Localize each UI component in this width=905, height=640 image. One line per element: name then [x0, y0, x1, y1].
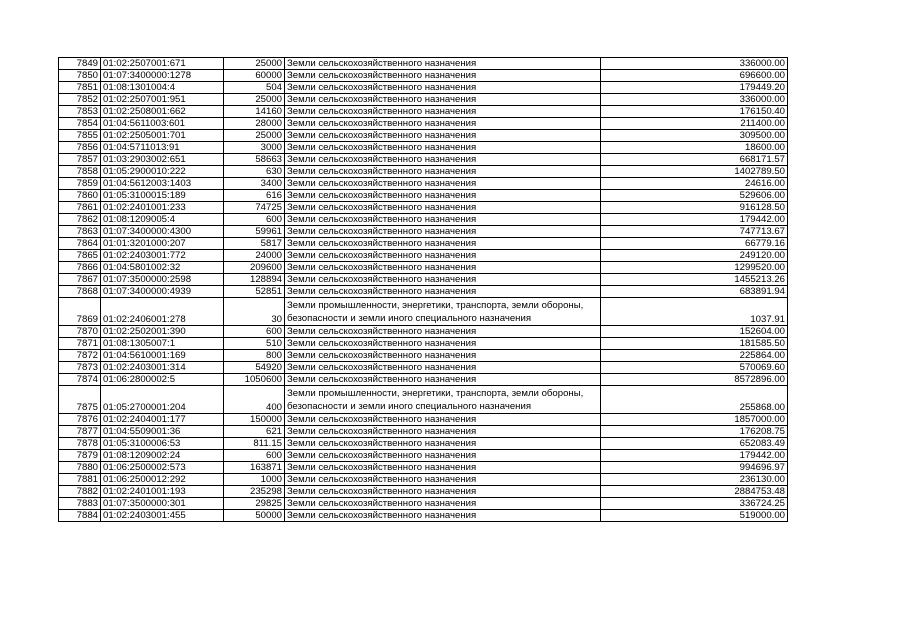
table-row — [59, 438, 788, 450]
cadastral-value-cell: 8572896.00 — [601, 374, 788, 386]
land-category-cell: Земли сельскохозяйственного назначения — [285, 498, 601, 510]
cadastral-number-cell: 01:05:3100006:53 — [101, 438, 224, 450]
area-cell: 52851 — [224, 286, 285, 298]
area-cell: 25000 — [224, 130, 285, 142]
cadastral-value-cell: 255868.00 — [601, 386, 788, 414]
cadastral-value-cell: 176208.75 — [601, 426, 788, 438]
area-cell: 163871 — [224, 462, 285, 474]
cadastral-number-cell: 01:01:3201000:207 — [101, 238, 224, 250]
cadastral-value-cell: 336000.00 — [601, 94, 788, 106]
area-cell: 1050600 — [224, 374, 285, 386]
cadastral-value-cell: 570069.60 — [601, 362, 788, 374]
cadastral-number-cell: 01:04:5711013:91 — [101, 142, 224, 154]
cadastral-number-cell: 01:04:5509001:36 — [101, 426, 224, 438]
land-category-cell: Земли сельскохозяйственного назначения — [285, 326, 601, 338]
row-number-cell: 7862 — [59, 214, 101, 226]
land-category-cell: Земли сельскохозяйственного назначения — [285, 130, 601, 142]
table-row — [59, 106, 788, 118]
land-category-cell: Земли сельскохозяйственного назначения — [285, 214, 601, 226]
land-category-cell: Земли сельскохозяйственного назначения — [285, 414, 601, 426]
land-category-cell: Земли сельскохозяйственного назначения — [285, 474, 601, 486]
table-row — [59, 414, 788, 426]
cadastral-number-cell: 01:02:2404001:177 — [101, 414, 224, 426]
land-category-cell: Земли сельскохозяйственного назначения — [285, 486, 601, 498]
cadastral-number-cell: 01:02:2505001:701 — [101, 130, 224, 142]
cadastral-value-cell: 683891.94 — [601, 286, 788, 298]
cadastral-value-cell: 179449.20 — [601, 82, 788, 94]
area-cell: 630 — [224, 166, 285, 178]
cadastral-value-cell: 652083.49 — [601, 438, 788, 450]
row-number-cell: 7873 — [59, 362, 101, 374]
land-category-cell: Земли сельскохозяйственного назначения — [285, 374, 601, 386]
land-category-cell: Земли сельскохозяйственного назначения — [285, 166, 601, 178]
cadastral-number-cell: 01:04:5611003:601 — [101, 118, 224, 130]
table-row — [59, 82, 788, 94]
row-number-cell: 7858 — [59, 166, 101, 178]
cadastral-number-cell: 01:07:3500000:2598 — [101, 274, 224, 286]
row-number-cell: 7864 — [59, 238, 101, 250]
area-cell: 24000 — [224, 250, 285, 262]
land-category-cell: Земли сельскохозяйственного назначения — [285, 70, 601, 82]
row-number-cell: 7878 — [59, 438, 101, 450]
cadastral-value-cell: 1857000.00 — [601, 414, 788, 426]
table-row — [59, 362, 788, 374]
cadastral-number-cell: 01:08:1305007:1 — [101, 338, 224, 350]
cadastral-value-cell: 529606.00 — [601, 190, 788, 202]
cadastral-number-cell: 01:04:5610001:169 — [101, 350, 224, 362]
table-row — [59, 338, 788, 350]
cadastral-value-cell: 519000.00 — [601, 510, 788, 522]
table-row — [59, 474, 788, 486]
cadastral-number-cell: 01:02:2507001:951 — [101, 94, 224, 106]
row-number-cell: 7879 — [59, 450, 101, 462]
cadastral-number-cell: 01:07:3400000:1278 — [101, 70, 224, 82]
area-cell: 60000 — [224, 70, 285, 82]
row-number-cell: 7874 — [59, 374, 101, 386]
row-number-cell: 7869 — [59, 298, 101, 326]
row-number-cell: 7856 — [59, 142, 101, 154]
table-row — [59, 226, 788, 238]
area-cell: 504 — [224, 82, 285, 94]
row-number-cell: 7870 — [59, 326, 101, 338]
table-row — [59, 154, 788, 166]
land-category-cell: Земли сельскохозяйственного назначения — [285, 338, 601, 350]
cadastral-value-cell: 696600.00 — [601, 70, 788, 82]
table-row — [59, 510, 788, 522]
land-category-cell: Земли сельскохозяйственного назначения — [285, 178, 601, 190]
cadastral-number-cell: 01:04:5801002:32 — [101, 262, 224, 274]
table-row — [59, 118, 788, 130]
area-cell: 14160 — [224, 106, 285, 118]
area-cell: 600 — [224, 214, 285, 226]
area-cell: 59961 — [224, 226, 285, 238]
area-cell: 235298 — [224, 486, 285, 498]
land-category-cell: Земли сельскохозяйственного назначения — [285, 286, 601, 298]
table-row — [59, 250, 788, 262]
row-number-cell: 7877 — [59, 426, 101, 438]
area-cell: 510 — [224, 338, 285, 350]
row-number-cell: 7882 — [59, 486, 101, 498]
row-number-cell: 7868 — [59, 286, 101, 298]
cadastral-value-cell: 225864.00 — [601, 350, 788, 362]
cadastral-value-cell: 24616.00 — [601, 178, 788, 190]
table-row — [59, 202, 788, 214]
land-category-cell: Земли сельскохозяйственного назначения — [285, 118, 601, 130]
cadastral-value-cell: 994696.97 — [601, 462, 788, 474]
cadastral-value-cell: 1455213.26 — [601, 274, 788, 286]
land-category-cell: Земли сельскохозяйственного назначения — [285, 154, 601, 166]
row-number-cell: 7860 — [59, 190, 101, 202]
area-cell: 50000 — [224, 510, 285, 522]
land-category-cell: Земли сельскохозяйственного назначения — [285, 438, 601, 450]
cadastral-number-cell: 01:04:5612003:1403 — [101, 178, 224, 190]
row-number-cell: 7871 — [59, 338, 101, 350]
land-category-cell: Земли сельскохозяйственного назначения — [285, 262, 601, 274]
area-cell: 54920 — [224, 362, 285, 374]
table-row — [59, 498, 788, 510]
land-category-cell: Земли промышленности, энергетики, транспорта, земли обороны, безопасности и земли иного специального назначения — [285, 386, 601, 414]
area-cell: 3000 — [224, 142, 285, 154]
cadastral-number-cell: 01:02:2403001:455 — [101, 510, 224, 522]
row-number-cell: 7850 — [59, 70, 101, 82]
cadastral-value-cell: 18600.00 — [601, 142, 788, 154]
land-category-cell: Земли сельскохозяйственного назначения — [285, 94, 601, 106]
row-number-cell: 7849 — [59, 58, 101, 70]
cadastral-number-cell: 01:02:2403001:314 — [101, 362, 224, 374]
area-cell: 25000 — [224, 58, 285, 70]
cadastral-value-cell: 152604.00 — [601, 326, 788, 338]
cadastral-number-cell: 01:02:2508001:662 — [101, 106, 224, 118]
area-cell: 5817 — [224, 238, 285, 250]
area-cell: 25000 — [224, 94, 285, 106]
table-row — [59, 178, 788, 190]
land-category-cell: Земли сельскохозяйственного назначения — [285, 226, 601, 238]
table-row — [59, 450, 788, 462]
table-row — [59, 142, 788, 154]
table-row — [59, 262, 788, 274]
cadastral-number-cell: 01:06:2500012:292 — [101, 474, 224, 486]
area-cell: 3400 — [224, 178, 285, 190]
area-cell: 1000 — [224, 474, 285, 486]
table-row — [59, 130, 788, 142]
row-number-cell: 7855 — [59, 130, 101, 142]
land-category-cell: Земли сельскохозяйственного назначения — [285, 362, 601, 374]
cadastral-value-cell: 747713.67 — [601, 226, 788, 238]
cadastral-number-cell: 01:08:1209002:24 — [101, 450, 224, 462]
table-row — [59, 426, 788, 438]
land-category-cell: Земли сельскохозяйственного назначения — [285, 274, 601, 286]
table-row — [59, 58, 788, 70]
table-body — [59, 58, 788, 522]
cadastral-number-cell: 01:08:1301004:4 — [101, 82, 224, 94]
row-number-cell: 7865 — [59, 250, 101, 262]
cadastral-number-cell: 01:05:3100015:189 — [101, 190, 224, 202]
row-number-cell: 7872 — [59, 350, 101, 362]
row-number-cell: 7859 — [59, 178, 101, 190]
cadastral-value-cell: 2884753.48 — [601, 486, 788, 498]
cadastral-number-cell: 01:02:2507001:671 — [101, 58, 224, 70]
table-row — [59, 486, 788, 498]
cadastral-value-cell: 211400.00 — [601, 118, 788, 130]
cadastral-value-cell: 249120.00 — [601, 250, 788, 262]
land-category-cell: Земли сельскохозяйственного назначения — [285, 450, 601, 462]
table-row — [59, 286, 788, 298]
land-category-cell: Земли сельскохозяйственного назначения — [285, 462, 601, 474]
land-category-cell: Земли сельскохозяйственного назначения — [285, 190, 601, 202]
table-row — [59, 166, 788, 178]
cadastral-number-cell: 01:02:2403001:772 — [101, 250, 224, 262]
cadastral-number-cell: 01:07:3400000:4939 — [101, 286, 224, 298]
table-row — [59, 462, 788, 474]
cadastral-value-cell: 1299520.00 — [601, 262, 788, 274]
row-number-cell: 7853 — [59, 106, 101, 118]
row-number-cell: 7852 — [59, 94, 101, 106]
row-number-cell: 7866 — [59, 262, 101, 274]
row-number-cell: 7881 — [59, 474, 101, 486]
cadastral-number-cell: 01:02:2401001:193 — [101, 486, 224, 498]
table-row — [59, 190, 788, 202]
cadastral-value-cell: 1402789.50 — [601, 166, 788, 178]
row-number-cell: 7863 — [59, 226, 101, 238]
cadastral-number-cell: 01:08:1209005:4 — [101, 214, 224, 226]
land-category-cell: Земли сельскохозяйственного назначения — [285, 106, 601, 118]
land-category-cell: Земли сельскохозяйственного назначения — [285, 510, 601, 522]
row-number-cell: 7875 — [59, 386, 101, 414]
land-category-cell: Земли сельскохозяйственного назначения — [285, 142, 601, 154]
area-cell: 30 — [224, 298, 285, 326]
cadastral-value-cell: 336724.25 — [601, 498, 788, 510]
row-number-cell: 7883 — [59, 498, 101, 510]
row-number-cell: 7884 — [59, 510, 101, 522]
cadastral-value-cell: 1037.91 — [601, 298, 788, 326]
cadastral-number-cell: 01:07:3400000:4300 — [101, 226, 224, 238]
cadastral-number-cell: 01:07:3500000:301 — [101, 498, 224, 510]
land-category-cell: Земли сельскохозяйственного назначения — [285, 238, 601, 250]
cadastral-value-cell: 309500.00 — [601, 130, 788, 142]
area-cell: 621 — [224, 426, 285, 438]
cadastral-number-cell: 01:05:2700001:204 — [101, 386, 224, 414]
row-number-cell: 7854 — [59, 118, 101, 130]
area-cell: 29825 — [224, 498, 285, 510]
table-row — [59, 274, 788, 286]
cadastral-value-cell: 181585.50 — [601, 338, 788, 350]
cadastral-value-cell: 336000.00 — [601, 58, 788, 70]
area-cell: 74725 — [224, 202, 285, 214]
cadastral-value-cell: 179442.00 — [601, 450, 788, 462]
cadastral-number-cell: 01:02:2502001:390 — [101, 326, 224, 338]
land-category-cell: Земли сельскохозяйственного назначения — [285, 350, 601, 362]
table-row — [59, 94, 788, 106]
land-parcels-table — [58, 57, 788, 522]
land-category-cell: Земли сельскохозяйственного назначения — [285, 426, 601, 438]
table-row — [59, 326, 788, 338]
area-cell: 800 — [224, 350, 285, 362]
area-cell: 150000 — [224, 414, 285, 426]
table-row — [59, 350, 788, 362]
cadastral-value-cell: 668171.57 — [601, 154, 788, 166]
cadastral-number-cell: 01:03:2903002:651 — [101, 154, 224, 166]
row-number-cell: 7867 — [59, 274, 101, 286]
area-cell: 600 — [224, 450, 285, 462]
cadastral-number-cell: 01:06:2500002:573 — [101, 462, 224, 474]
land-category-cell: Земли сельскохозяйственного назначения — [285, 58, 601, 70]
area-cell: 58663 — [224, 154, 285, 166]
cadastral-number-cell: 01:06:2800002:5 — [101, 374, 224, 386]
cadastral-number-cell: 01:02:2406001:278 — [101, 298, 224, 326]
area-cell: 400 — [224, 386, 285, 414]
table-row — [59, 298, 788, 326]
area-cell: 128894 — [224, 274, 285, 286]
row-number-cell: 7851 — [59, 82, 101, 94]
row-number-cell: 7876 — [59, 414, 101, 426]
area-cell: 209600 — [224, 262, 285, 274]
land-category-cell: Земли промышленности, энергетики, транспорта, земли обороны, безопасности и земли иного специального назначения — [285, 298, 601, 326]
table-row — [59, 386, 788, 414]
land-category-cell: Земли сельскохозяйственного назначения — [285, 82, 601, 94]
cadastral-value-cell: 176150.40 — [601, 106, 788, 118]
cadastral-value-cell: 66779.16 — [601, 238, 788, 250]
table-row — [59, 374, 788, 386]
land-category-cell: Земли сельскохозяйственного назначения — [285, 250, 601, 262]
row-number-cell: 7861 — [59, 202, 101, 214]
table-row — [59, 214, 788, 226]
cadastral-number-cell: 01:02:2401001:233 — [101, 202, 224, 214]
area-cell: 811.15 — [224, 438, 285, 450]
table-row — [59, 70, 788, 82]
table-row — [59, 238, 788, 250]
area-cell: 600 — [224, 326, 285, 338]
area-cell: 28000 — [224, 118, 285, 130]
cadastral-value-cell: 916128.50 — [601, 202, 788, 214]
land-category-cell: Земли сельскохозяйственного назначения — [285, 202, 601, 214]
row-number-cell: 7880 — [59, 462, 101, 474]
cadastral-value-cell: 236130.00 — [601, 474, 788, 486]
area-cell: 616 — [224, 190, 285, 202]
cadastral-number-cell: 01:05:2900010:222 — [101, 166, 224, 178]
row-number-cell: 7857 — [59, 154, 101, 166]
cadastral-value-cell: 179442.00 — [601, 214, 788, 226]
